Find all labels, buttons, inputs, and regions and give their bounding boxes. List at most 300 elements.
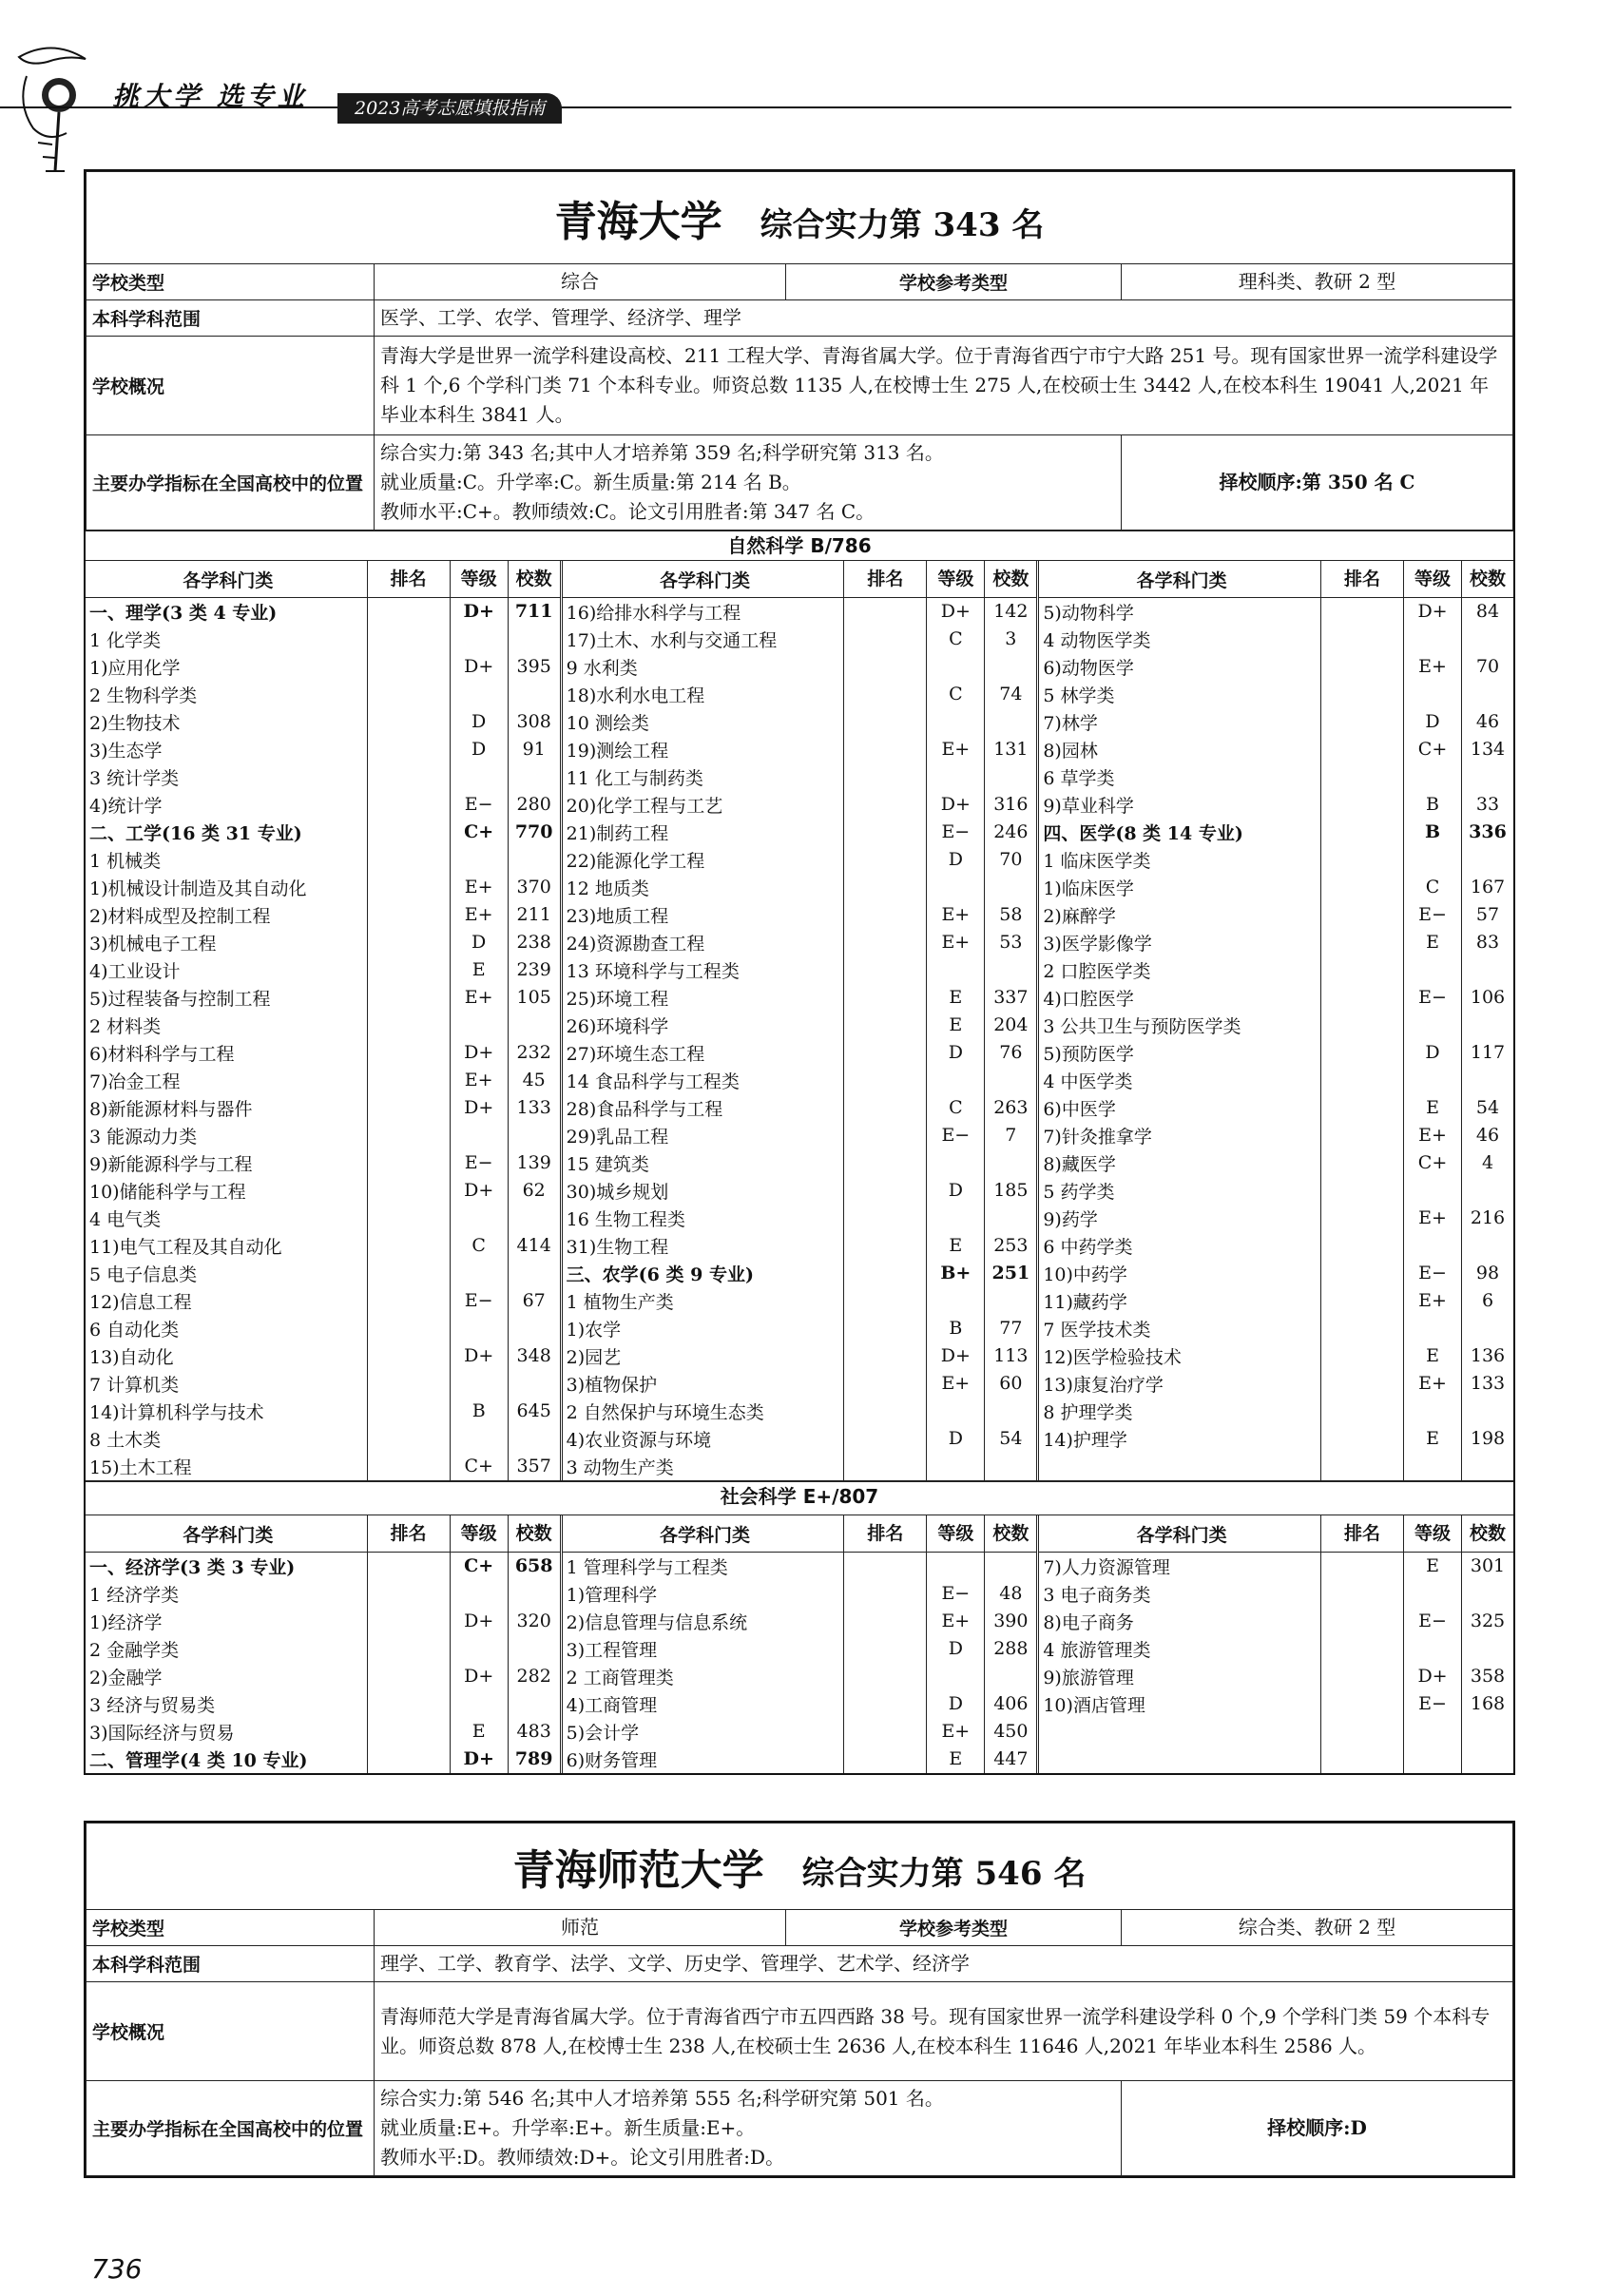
university-title	[87, 1823, 1513, 1910]
subject-rank	[1320, 901, 1403, 929]
subject-rank	[843, 681, 926, 708]
brand-text: 挑大学 选专业	[112, 81, 308, 112]
social-science-header: 社会科学 E+/807	[86, 1480, 1513, 1515]
subject-name: 2 工商管理类	[566, 1668, 674, 1688]
header-rank: 排名	[1320, 561, 1403, 597]
subject-row	[563, 1205, 1037, 1232]
subject-count	[508, 763, 560, 791]
subject-rank	[1320, 681, 1403, 708]
subject-level	[926, 956, 984, 984]
subject-row	[563, 1039, 1037, 1067]
subject-count	[984, 874, 1036, 901]
subject-count	[508, 1425, 560, 1453]
subject-name: 12)信息工程	[89, 1292, 192, 1313]
subject-name: 1 经济学类	[89, 1585, 180, 1606]
subject-level: D+	[450, 1342, 508, 1370]
subject-count	[984, 1149, 1036, 1177]
subject-row	[86, 1232, 560, 1260]
subject-rank	[1320, 1205, 1403, 1232]
subject-level: E	[450, 1718, 508, 1746]
subject-name: 1)临床医学	[1043, 878, 1134, 899]
subject-level	[926, 1553, 984, 1580]
subject-rank	[843, 1553, 926, 1580]
subject-count: 54	[1461, 1094, 1513, 1122]
subject-name: 16)给排水科学与工程	[566, 603, 741, 624]
subject-row	[1039, 791, 1513, 819]
subject-rank	[843, 819, 926, 846]
subject-rank	[367, 1232, 450, 1260]
subject-level: D	[926, 1690, 984, 1718]
subject-row	[86, 1149, 560, 1177]
subject-rank	[843, 1067, 926, 1094]
subject-name: 13 环境科学与工程类	[566, 961, 740, 982]
subject-name: 5)预防医学	[1043, 1044, 1134, 1065]
subject-level: E	[926, 1746, 984, 1773]
subject-row	[86, 819, 560, 846]
header-lvl: 等级	[450, 1515, 508, 1552]
subject-row	[86, 1453, 560, 1480]
subject-rank	[367, 1260, 450, 1287]
subject-count: 54	[984, 1425, 1036, 1453]
subject-row	[1039, 1287, 1513, 1315]
subject-level: E+	[450, 874, 508, 901]
subject-level	[1403, 1177, 1461, 1205]
subject-row	[563, 653, 1037, 681]
subject-row	[1039, 736, 1513, 763]
subject-rank	[1320, 1012, 1403, 1039]
subject-level: C+	[450, 1553, 508, 1580]
subject-count: 6	[1461, 1287, 1513, 1315]
university-rank: 综合实力第 546 名	[801, 1855, 1087, 1893]
subject-level: D+	[1403, 1663, 1461, 1690]
subject-level	[926, 1149, 984, 1177]
subject-level: E+	[1403, 653, 1461, 681]
university-rank: 综合实力第 343 名	[760, 206, 1045, 244]
subject-row	[1039, 1553, 1513, 1580]
label-indicators: 主要办学指标在全国高校中的位置	[87, 435, 375, 531]
subject-rank	[1320, 791, 1403, 819]
subject-count: 263	[984, 1094, 1036, 1122]
subject-row	[86, 1342, 560, 1370]
subject-level	[450, 626, 508, 653]
subject-rank	[843, 1342, 926, 1370]
subject-level	[450, 1690, 508, 1718]
subject-level	[450, 846, 508, 874]
subject-count: 136	[1461, 1342, 1513, 1370]
subject-rank	[1320, 1635, 1403, 1663]
subject-count	[1461, 1012, 1513, 1039]
subject-row	[86, 598, 560, 626]
subject-row	[86, 681, 560, 708]
label-overview: 学校概况	[87, 1982, 375, 2081]
subject-name: 13)康复治疗学	[1043, 1375, 1164, 1396]
subject-row	[563, 929, 1037, 956]
subject-count: 74	[984, 681, 1036, 708]
subject-rank	[367, 1342, 450, 1370]
subject-row	[86, 653, 560, 681]
subject-name: 8)园林	[1043, 741, 1098, 762]
subject-count	[984, 1453, 1036, 1480]
subject-row	[86, 1553, 560, 1580]
subject-row	[86, 984, 560, 1012]
subject-name: 21)制药工程	[566, 823, 669, 844]
label-school-type: 学校类型	[87, 264, 375, 300]
subject-rank	[367, 984, 450, 1012]
subject-name: 4 旅游管理类	[1043, 1640, 1151, 1661]
subject-name: 2)生物技术	[89, 713, 181, 734]
subject-count: 133	[1461, 1370, 1513, 1398]
subject-row	[563, 681, 1037, 708]
subject-column	[86, 1515, 563, 1773]
subject-level: E−	[926, 1580, 984, 1608]
header-cnt: 校数	[1461, 1515, 1513, 1552]
subject-name: 2)园艺	[566, 1347, 622, 1368]
subject-rank	[843, 1608, 926, 1635]
subject-name: 25)环境工程	[566, 989, 669, 1010]
subject-row	[563, 1580, 1037, 1608]
subject-count	[1461, 1398, 1513, 1425]
subject-level: E+	[926, 1608, 984, 1635]
subject-row	[1039, 681, 1513, 708]
university-title	[87, 172, 1513, 264]
subject-rank	[843, 791, 926, 819]
subject-count	[508, 1370, 560, 1398]
subject-count: 83	[1461, 929, 1513, 956]
subject-rank	[843, 1580, 926, 1608]
subject-name: 7)人力资源管理	[1043, 1557, 1170, 1578]
subject-row	[563, 1425, 1037, 1453]
subject-row	[563, 1315, 1037, 1342]
subject-count: 246	[984, 819, 1036, 846]
subject-rank	[367, 1718, 450, 1746]
subject-row	[1039, 1122, 1513, 1149]
subject-count: 390	[984, 1608, 1036, 1635]
subject-level: D	[926, 1635, 984, 1663]
subject-count: 414	[508, 1232, 560, 1260]
subject-level	[450, 1315, 508, 1342]
subject-column	[1039, 561, 1513, 1480]
subject-row	[563, 626, 1037, 653]
subject-count: 770	[508, 819, 560, 846]
subject-name: 15 建筑类	[566, 1154, 649, 1175]
subject-level: B+	[926, 1260, 984, 1287]
subject-row	[563, 874, 1037, 901]
subject-row	[1039, 1453, 1513, 1480]
header-rule	[0, 106, 1511, 108]
subject-count: 658	[508, 1553, 560, 1580]
subject-level: C+	[450, 1453, 508, 1480]
subject-rank	[843, 1746, 926, 1773]
subject-rank	[1320, 653, 1403, 681]
subject-rank	[843, 653, 926, 681]
subject-rank	[843, 1205, 926, 1232]
subject-name: 9)草业科学	[1043, 796, 1134, 817]
subject-row	[563, 1232, 1037, 1260]
subject-rank	[367, 1315, 450, 1342]
subject-name: 3 动物生产类	[566, 1457, 674, 1478]
subject-level: D	[1403, 708, 1461, 736]
school-type: 综合	[375, 264, 786, 300]
subject-row	[563, 736, 1037, 763]
subject-name: 1 临床医学类	[1043, 851, 1151, 872]
subject-name: 9)药学	[1043, 1209, 1098, 1230]
subject-level	[1403, 1315, 1461, 1342]
subject-level	[1403, 1718, 1461, 1746]
subject-count	[984, 1205, 1036, 1232]
subject-name: 22)能源化学工程	[566, 851, 705, 872]
header-lvl: 等级	[926, 561, 984, 597]
subject-level: E+	[926, 736, 984, 763]
subject-row	[86, 1398, 560, 1425]
subject-level: E−	[450, 791, 508, 819]
subject-name: 1)农学	[566, 1320, 622, 1341]
page-number: 736	[91, 2253, 143, 2285]
university-card-1	[84, 169, 1515, 1775]
subject-count	[1461, 681, 1513, 708]
ref-type: 理科类、教研 2 型	[1122, 264, 1513, 300]
subject-level	[1403, 1580, 1461, 1608]
subject-name: 2 口腔医学类	[1043, 961, 1151, 982]
header-rank: 排名	[1320, 1515, 1403, 1552]
subject-name: 三、农学(6 类 9 专业)	[566, 1264, 754, 1285]
subject-row	[563, 1260, 1037, 1287]
subject-row	[86, 1205, 560, 1232]
subject-level: E−	[450, 1149, 508, 1177]
subject-level: B	[1403, 791, 1461, 819]
subject-count: 76	[984, 1039, 1036, 1067]
subject-level: E+	[1403, 1370, 1461, 1398]
subject-level: E+	[926, 901, 984, 929]
subject-rank	[843, 901, 926, 929]
subject-row	[1039, 956, 1513, 984]
subject-level: E−	[926, 1122, 984, 1149]
subject-count: 395	[508, 653, 560, 681]
subject-name: 四、医学(8 类 14 专业)	[1043, 823, 1243, 844]
subject-name: 1)应用化学	[89, 658, 181, 679]
subject-count: 57	[1461, 901, 1513, 929]
subject-name: 4)工商管理	[566, 1695, 658, 1716]
subject-rank	[367, 1094, 450, 1122]
subject-level: D+	[926, 598, 984, 626]
subject-rank	[843, 956, 926, 984]
subject-name: 3)生态学	[89, 741, 163, 762]
header-lvl: 等级	[1403, 561, 1461, 597]
subject-count: 46	[1461, 708, 1513, 736]
subject-rank	[1320, 1122, 1403, 1149]
label-indicators: 主要办学指标在全国高校中的位置	[87, 2081, 375, 2176]
subject-count: 167	[1461, 874, 1513, 901]
subject-count: 84	[1461, 598, 1513, 626]
university-name: 青海大学	[554, 198, 722, 246]
subject-row	[563, 1690, 1037, 1718]
subject-rank	[1320, 1177, 1403, 1205]
subject-count	[984, 653, 1036, 681]
subject-name: 2)麻醉学	[1043, 906, 1116, 927]
subject-name: 19)测绘工程	[566, 741, 669, 762]
subject-row	[563, 1094, 1037, 1122]
subject-name: 13)自动化	[89, 1347, 174, 1368]
subject-name: 18)水利水电工程	[566, 685, 705, 706]
subject-level: D+	[926, 791, 984, 819]
subject-name: 6)中医学	[1043, 1099, 1116, 1120]
subject-level	[1403, 1232, 1461, 1260]
subject-name: 31)生物工程	[566, 1237, 669, 1258]
header-cnt: 校数	[508, 561, 560, 597]
subject-row	[86, 1663, 560, 1690]
subject-count: 198	[1461, 1425, 1513, 1453]
subject-level: E	[926, 1232, 984, 1260]
subject-scope: 医学、工学、农学、管理学、经济学、理学	[375, 300, 1513, 337]
subject-name: 29)乳品工程	[566, 1127, 669, 1148]
subject-row	[563, 1370, 1037, 1398]
subject-level: E+	[450, 1067, 508, 1094]
subject-name: 9 水利类	[566, 658, 638, 679]
subject-row	[86, 626, 560, 653]
subject-level	[926, 1453, 984, 1480]
subject-row	[563, 1553, 1037, 1580]
indicator-line: 综合实力:第 546 名;其中人才培养第 555 名;科学研究第 501 名。	[380, 2087, 944, 2110]
subject-count	[508, 1205, 560, 1232]
subject-row	[563, 819, 1037, 846]
header-name: 各学科门类	[1136, 569, 1227, 591]
subject-count	[508, 681, 560, 708]
subject-count: 645	[508, 1398, 560, 1425]
subject-count: 134	[1461, 736, 1513, 763]
subject-level: E	[1403, 1553, 1461, 1580]
subject-count: 483	[508, 1718, 560, 1746]
subject-rank	[367, 874, 450, 901]
subject-rank	[367, 1370, 450, 1398]
subject-row	[86, 1580, 560, 1608]
subject-count: 7	[984, 1122, 1036, 1149]
subject-rank	[367, 1287, 450, 1315]
subject-rank	[843, 626, 926, 653]
subject-count: 60	[984, 1370, 1036, 1398]
subject-count: 789	[508, 1746, 560, 1773]
subject-name: 14)计算机科学与技术	[89, 1402, 264, 1423]
subject-name: 2 自然保护与环境生态类	[566, 1402, 764, 1423]
header-cnt: 校数	[508, 1515, 560, 1552]
subject-rank	[1320, 598, 1403, 626]
subject-level: D+	[450, 1746, 508, 1773]
subject-rank	[843, 846, 926, 874]
subject-name: 10 测绘类	[566, 713, 649, 734]
indicator-line: 就业质量:E+。升学率:E+。新生质量:E+。	[380, 2116, 756, 2139]
subject-level	[926, 763, 984, 791]
subject-rank	[367, 1067, 450, 1094]
subject-rank	[1320, 1094, 1403, 1122]
subject-count: 91	[508, 736, 560, 763]
subject-level	[926, 1287, 984, 1315]
subject-count: 168	[1461, 1690, 1513, 1718]
university-name: 青海师范大学	[512, 1846, 764, 1895]
subject-count: 98	[1461, 1260, 1513, 1287]
subject-count	[984, 1287, 1036, 1315]
subject-name: 15)土木工程	[89, 1457, 192, 1478]
label-school-type: 学校类型	[87, 1910, 375, 1946]
subject-name: 1 管理科学与工程类	[566, 1557, 728, 1578]
subject-row	[1039, 1205, 1513, 1232]
subject-count: 280	[508, 791, 560, 819]
subject-level: E+	[1403, 1287, 1461, 1315]
label-scope: 本科学科范围	[87, 300, 375, 337]
subject-row	[1039, 1232, 1513, 1260]
university-card-2	[84, 1821, 1515, 2178]
subject-name: 3)医学影像学	[1043, 934, 1152, 955]
subject-count: 4	[1461, 1149, 1513, 1177]
subject-count	[508, 1012, 560, 1039]
subject-name: 2)信息管理与信息系统	[566, 1612, 748, 1633]
subject-level	[1403, 681, 1461, 708]
subject-rank	[843, 1122, 926, 1149]
subject-level	[1403, 1067, 1461, 1094]
subject-level	[926, 1663, 984, 1690]
subject-row	[563, 1663, 1037, 1690]
subject-count: 53	[984, 929, 1036, 956]
subject-count: 288	[984, 1635, 1036, 1663]
subject-level: C	[926, 681, 984, 708]
indicator-line: 综合实力:第 343 名;其中人才培养第 359 名;科学研究第 313 名。	[380, 441, 944, 464]
subject-name: 27)环境生态工程	[566, 1044, 705, 1065]
subject-row	[563, 1608, 1037, 1635]
subject-rank	[1320, 1453, 1403, 1480]
social-science-grid	[86, 1515, 1513, 1773]
subject-name: 7)针灸推拿学	[1043, 1127, 1152, 1148]
subject-name: 5 电子信息类	[89, 1264, 198, 1285]
subject-level: E+	[1403, 1205, 1461, 1232]
subject-name: 6)财务管理	[566, 1750, 658, 1771]
subject-count: 711	[508, 598, 560, 626]
subject-name: 12)医学检验技术	[1043, 1347, 1182, 1368]
subject-count: 3	[984, 626, 1036, 653]
subject-name: 11)藏药学	[1043, 1292, 1127, 1313]
subject-name: 4)工业设计	[89, 961, 181, 982]
subject-name: 二、工学(16 类 31 专业)	[89, 823, 302, 844]
subject-rank	[1320, 1342, 1403, 1370]
subject-row	[1039, 1663, 1513, 1690]
subject-rank	[843, 736, 926, 763]
subject-name: 3 电子商务类	[1043, 1585, 1151, 1606]
subject-count: 106	[1461, 984, 1513, 1012]
subject-column	[563, 1515, 1040, 1773]
subject-rank	[1320, 1039, 1403, 1067]
column-header	[563, 1515, 1037, 1553]
subject-name: 二、管理学(4 类 10 专业)	[89, 1750, 308, 1771]
subject-level: E−	[1403, 901, 1461, 929]
subject-row	[563, 1012, 1037, 1039]
subject-row	[563, 984, 1037, 1012]
subject-count: 238	[508, 929, 560, 956]
subject-rank	[1320, 1149, 1403, 1177]
subject-name: 3 经济与贸易类	[89, 1695, 216, 1716]
subject-count: 358	[1461, 1663, 1513, 1690]
subject-level	[926, 1398, 984, 1425]
subject-row	[1039, 1012, 1513, 1039]
header-name: 各学科门类	[1136, 1524, 1227, 1546]
school-overview: 青海师范大学是青海省属大学。位于青海省西宁市五四西路 38 号。现有国家世界一流学科建设学科 0 个,9 个学科门类 59 个本科专业。师资总数 878 人,在校博士生 238 人,在校硕士生 2636 人,在校本科生 11646 人,2021 年毕业本科生 2586 人。	[375, 1982, 1513, 2081]
subject-count	[1461, 1635, 1513, 1663]
subject-name: 17)土木、水利与交通工程	[566, 630, 778, 651]
subject-rank	[1320, 1370, 1403, 1398]
subject-count: 282	[508, 1663, 560, 1690]
subject-name: 1)经济学	[89, 1612, 163, 1633]
subject-row	[563, 846, 1037, 874]
selection-order: 择校顺序:第 350 名 C	[1122, 435, 1513, 531]
subject-name: 20)化学工程与工艺	[566, 796, 723, 817]
subject-row	[1039, 984, 1513, 1012]
subject-rank	[843, 1149, 926, 1177]
subject-level	[926, 708, 984, 736]
